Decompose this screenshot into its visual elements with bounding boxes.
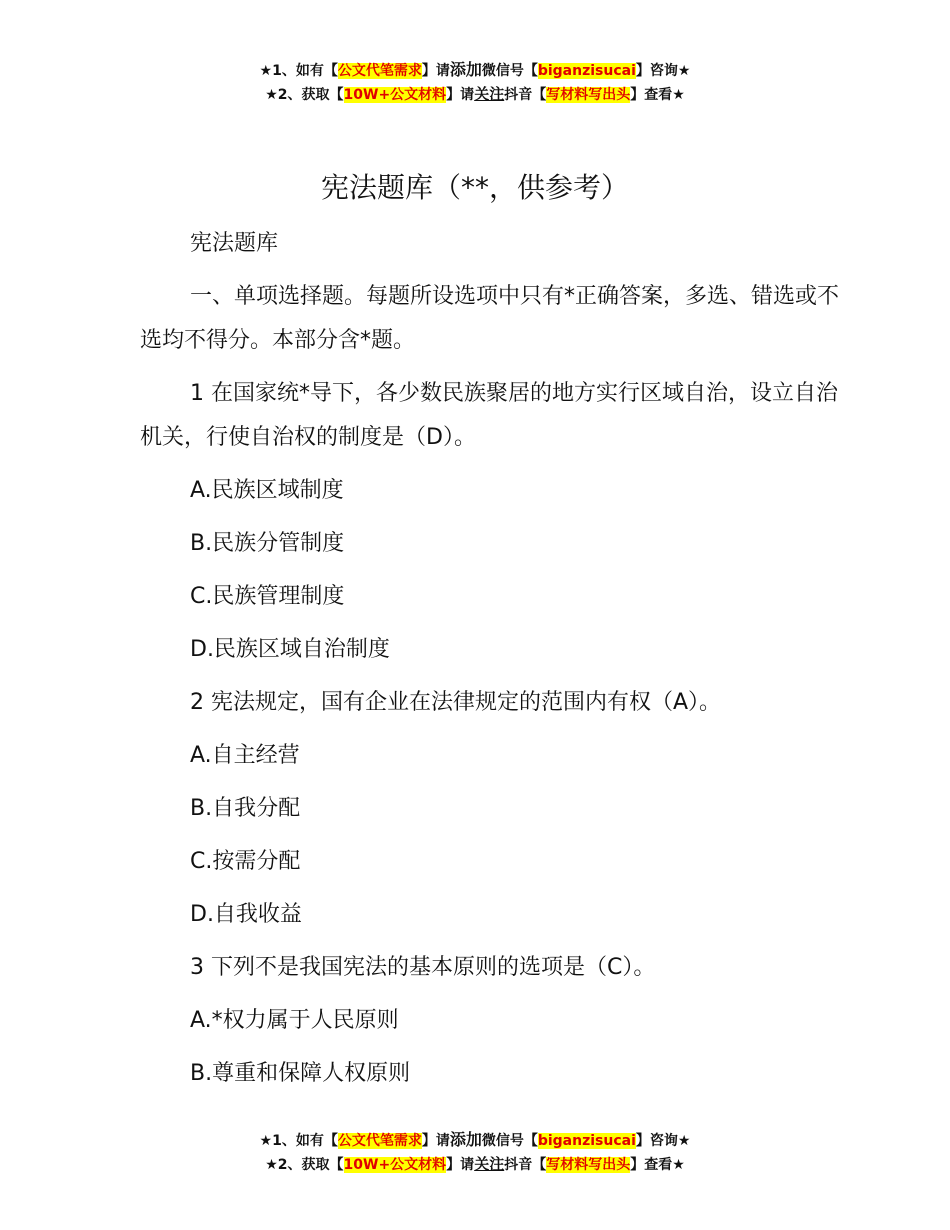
banner-text: 】请 (446, 1157, 475, 1173)
banner-highlight: 写材料写出头 (546, 87, 631, 103)
question-1-option-a: A.民族区域制度 (190, 478, 344, 503)
banner-highlight: 10W+公文材料 (343, 87, 447, 103)
question-1-option-d: D.民族区域自治制度 (190, 637, 390, 662)
banner-text: 】咨询★ (635, 63, 691, 79)
header-banner (0, 58, 950, 107)
banner-line-1 (0, 58, 950, 83)
banner-text: 】请 (446, 87, 475, 103)
banner-emphasis: 关注 (474, 1155, 505, 1173)
document-body (140, 222, 840, 1105)
banner-emphasis: 关注 (474, 85, 505, 103)
banner-highlight: 公文代笔需求 (337, 63, 422, 79)
banner-emphasis: 添加 (449, 60, 482, 79)
question-2-option-c: C.按需分配 (190, 849, 301, 874)
banner-emphasis: 添加 (449, 1130, 482, 1149)
question-3: 3 下列不是我国宪法的基本原则的选项是（C）。 (190, 955, 656, 980)
banner-text: 】请 (421, 1133, 450, 1149)
banner-text: 】查看★ (630, 87, 685, 103)
banner-line-1 (0, 1128, 950, 1153)
question-2-option-b: B.自我分配 (190, 796, 301, 821)
banner-text: ★2、获取【 (265, 87, 344, 103)
banner-highlight: 公文代笔需求 (337, 1133, 422, 1149)
document-title: 宪法题库（**，供参考） (320, 171, 629, 204)
banner-highlight: 10W+公文材料 (343, 1157, 447, 1173)
banner-highlight: biganzisucai (537, 1133, 636, 1149)
question-2-option-a: A.自主经营 (190, 743, 300, 768)
banner-text: 】请 (421, 63, 450, 79)
banner-text: ★1、如有【 (259, 1133, 338, 1149)
document-subtitle: 宪法题库 (190, 231, 279, 256)
banner-text: 抖音【 (504, 1157, 547, 1173)
question-3-option-b: B.尊重和保障人权原则 (190, 1061, 411, 1086)
section-heading: 一、单项选择题。每题所设选项中只有*正确答案，多选、错选或不选均不得分。本部分含*题。 (140, 284, 840, 353)
banner-text: 】咨询★ (635, 1133, 691, 1149)
banner-text: 抖音【 (504, 87, 547, 103)
question-2: 2 宪法规定，国有企业在法律规定的范围内有权（A）。 (190, 690, 722, 715)
banner-text: ★2、获取【 (265, 1157, 344, 1173)
question-1: 1 在国家统*导下，各少数民族聚居的地方实行区域自治，设立自治机关，行使自治权的制度是（D）。 (140, 381, 838, 450)
question-3-option-a: A.*权力属于人民原则 (190, 1008, 399, 1033)
banner-text: 】查看★ (630, 1157, 685, 1173)
banner-text: 微信号【 (481, 63, 538, 79)
banner-line-2 (0, 1153, 950, 1177)
banner-text: ★1、如有【 (259, 63, 338, 79)
footer-banner (0, 1128, 950, 1177)
banner-line-2 (0, 83, 950, 107)
question-1-option-c: C.民族管理制度 (190, 584, 345, 609)
question-2-option-d: D.自我收益 (190, 902, 302, 927)
banner-highlight: biganzisucai (537, 63, 636, 79)
banner-text: 微信号【 (481, 1133, 538, 1149)
question-1-option-b: B.民族分管制度 (190, 531, 345, 556)
banner-highlight: 写材料写出头 (546, 1157, 631, 1173)
